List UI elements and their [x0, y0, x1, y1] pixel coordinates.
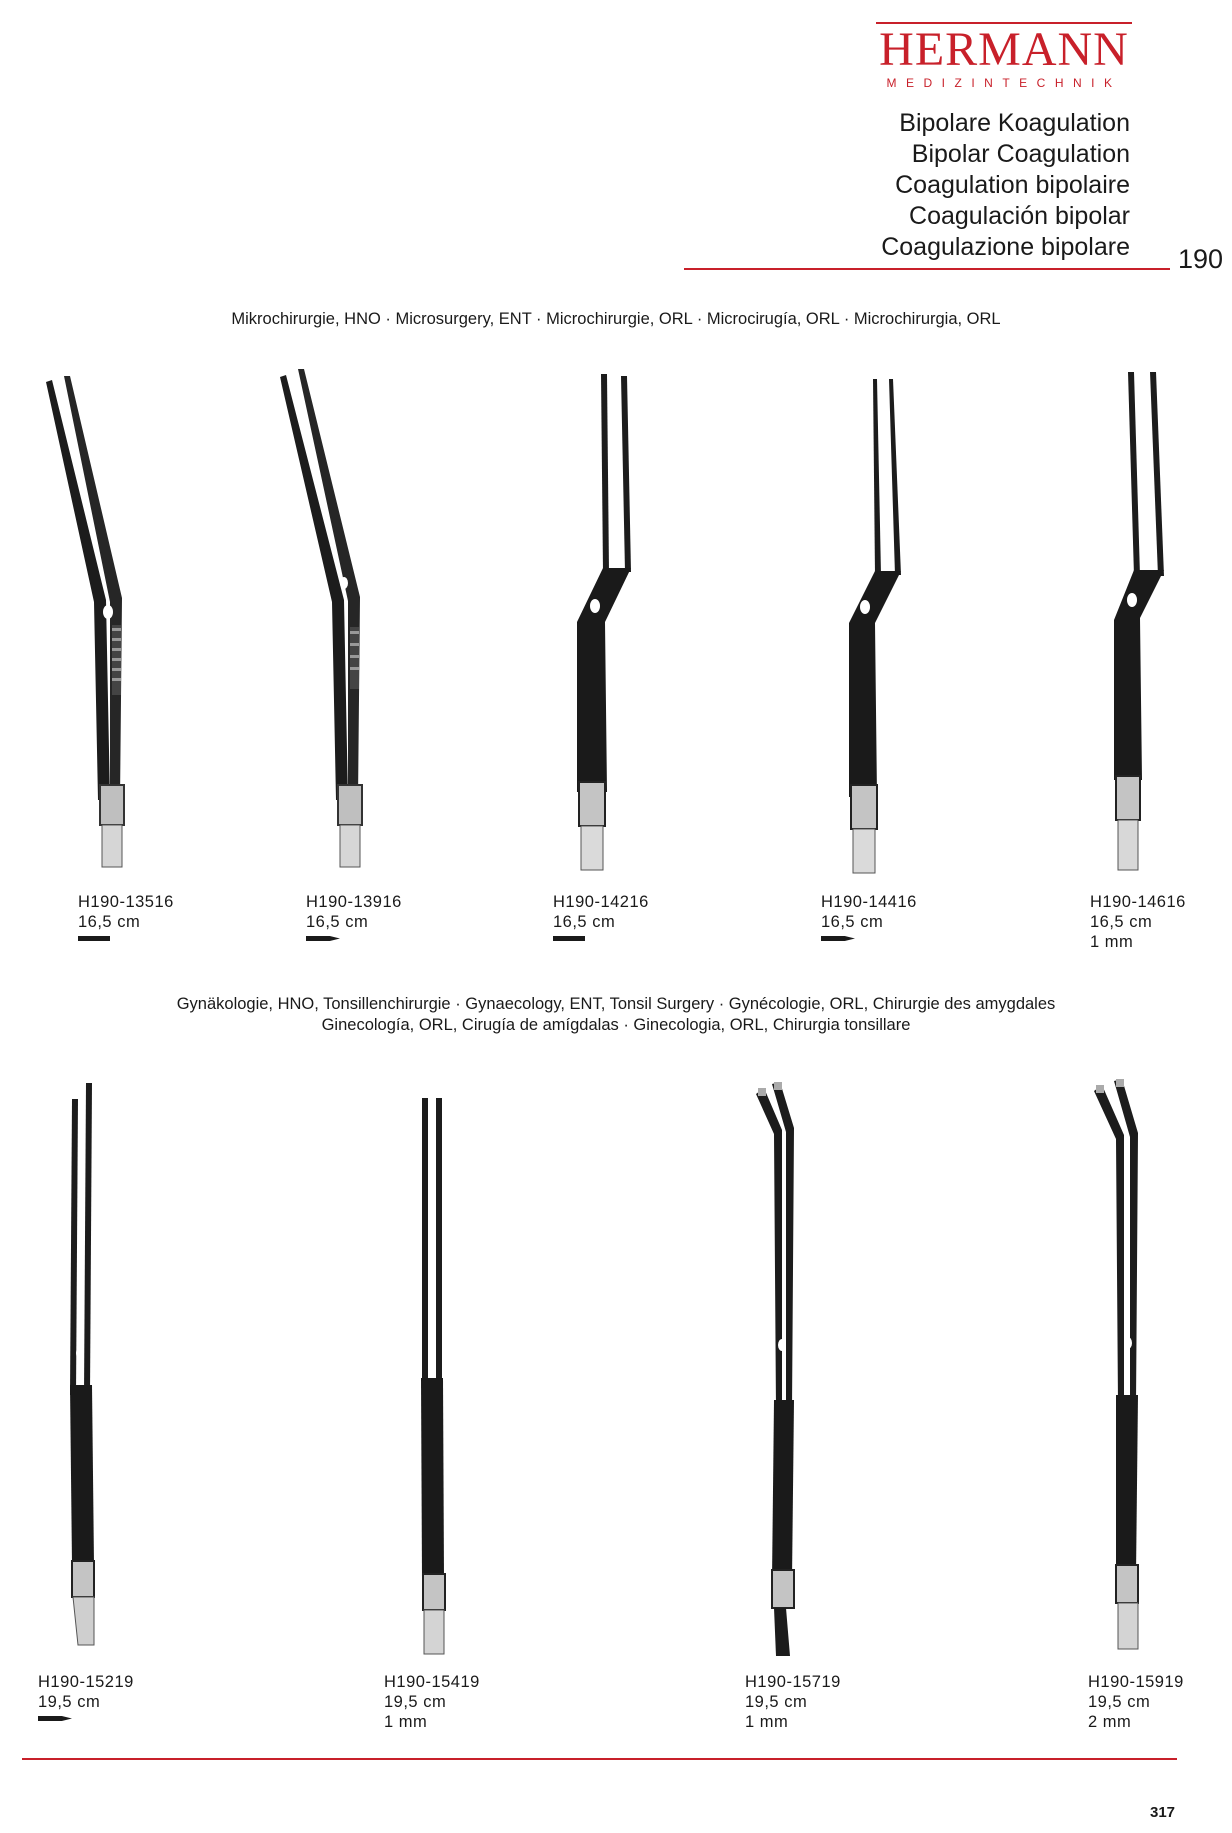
product-length: 16,5 cm — [821, 913, 884, 931]
title-block — [881, 108, 1130, 263]
section-caption-line-2: Ginecología, ORL, Cirugía de amígdalas · Ginecologia, ORL, Chirurgia tonsillare — [321, 1016, 911, 1034]
instrument-image-h190-15219 — [60, 1075, 120, 1655]
title-spanish: Coagulación bipolar — [909, 202, 1130, 230]
brand-subtitle: MEDIZINTECHNIK — [886, 76, 1122, 90]
product-code: H190-15919 — [1088, 1673, 1184, 1691]
title-english: Bipolar Coagulation — [911, 140, 1130, 168]
product-length: 16,5 cm — [78, 913, 141, 931]
section-caption-microsurgery: Mikrochirurgie, HNO · Microsurgery, ENT · Microchirurgie, ORL · Microcirugía, ORL · Microchirurgia, ORL — [231, 310, 1001, 328]
product-label — [384, 1672, 480, 1732]
product-tip-size: 1 mm — [745, 1713, 789, 1731]
product-code: H190-15419 — [384, 1673, 480, 1691]
product-length: 19,5 cm — [38, 1693, 101, 1711]
product-code: H190-14216 — [553, 893, 649, 911]
product-code: H190-14416 — [821, 893, 917, 911]
product-code: H190-15219 — [38, 1673, 134, 1691]
product-label — [1090, 892, 1186, 952]
product-label — [821, 892, 917, 941]
product-code: H190-15719 — [745, 1673, 841, 1691]
product-length: 19,5 cm — [745, 1693, 808, 1711]
product-label — [745, 1672, 841, 1732]
header-rule — [684, 268, 1170, 270]
product-length: 16,5 cm — [1090, 913, 1153, 931]
title-german: Bipolare Koagulation — [899, 109, 1130, 137]
product-length: 19,5 cm — [384, 1693, 447, 1711]
product-label — [553, 892, 649, 941]
instrument-image-h190-15919 — [1090, 1075, 1170, 1660]
product-tip-size: 1 mm — [1090, 933, 1134, 951]
product-tip-size: 1 mm — [384, 1713, 428, 1731]
tapered-tip-icon — [38, 1716, 72, 1721]
product-label — [38, 1672, 134, 1721]
product-code: H190-13916 — [306, 893, 402, 911]
tapered-tip-icon — [821, 936, 855, 941]
chapter-number: 190 — [1178, 244, 1224, 274]
instrument-image-h190-15419 — [410, 1088, 470, 1660]
instrument-image-h190-15719 — [752, 1080, 832, 1662]
footer-rule — [22, 1758, 1177, 1760]
straight-tip-icon — [78, 936, 110, 941]
section-caption-line-1: Gynäkologie, HNO, Tonsillenchirurgie · Gynaecology, ENT, Tonsil Surgery · Gynécologie, ORL, Chirurgie des amygdales — [176, 995, 1056, 1013]
instrument-image-h190-14416 — [835, 377, 925, 882]
title-italian: Coagulazione bipolare — [881, 233, 1130, 261]
product-length: 16,5 cm — [306, 913, 369, 931]
product-label — [78, 892, 174, 941]
instrument-image-h190-13916 — [278, 365, 388, 880]
section-caption-gynaecology — [0, 994, 1232, 1036]
product-code: H190-13516 — [78, 893, 174, 911]
instrument-image-h190-14216 — [565, 372, 655, 882]
product-code: H190-14616 — [1090, 893, 1186, 911]
brand-logo: HERMANN — [879, 23, 1129, 76]
product-length: 16,5 cm — [553, 913, 616, 931]
instrument-image-h190-14616 — [1100, 370, 1190, 882]
tapered-tip-icon — [306, 936, 340, 941]
product-length: 19,5 cm — [1088, 1693, 1151, 1711]
page-number: 317 — [1150, 1804, 1176, 1821]
title-french: Coagulation bipolaire — [895, 171, 1130, 199]
product-tip-size: 2 mm — [1088, 1713, 1132, 1731]
product-label — [306, 892, 402, 941]
instrument-image-h190-13516 — [40, 370, 150, 880]
product-label — [1088, 1672, 1184, 1732]
straight-tip-icon — [553, 936, 585, 941]
